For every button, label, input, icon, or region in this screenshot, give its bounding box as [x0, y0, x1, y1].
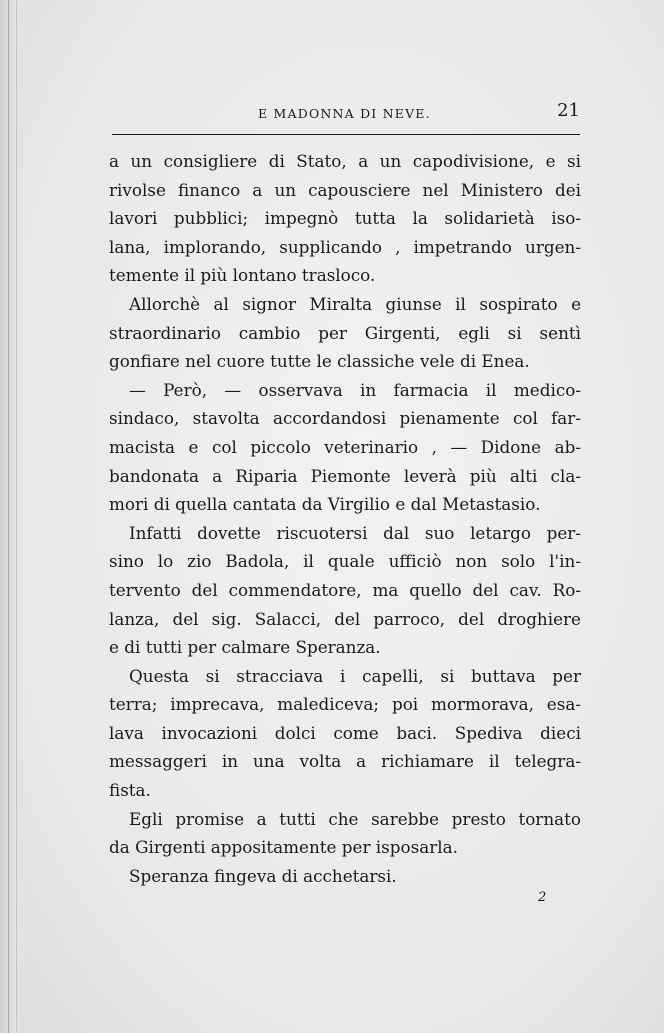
text-line: Egli promise a tutti che sarebbe presto tornato [129, 808, 581, 829]
text-line: rivolse financo a un capousciere nel Ministero dei [109, 179, 581, 200]
header-rule [112, 134, 580, 135]
spine-edge-line-inner [16, 0, 17, 1033]
text-line: e di tutti per calmare Speranza. [109, 637, 381, 658]
page-spine-shadow [0, 0, 26, 1033]
text-line: mori di quella cantata da Virgilio e dal Metastasio. [109, 494, 541, 515]
body-text [109, 147, 581, 890]
spine-edge-line [8, 0, 9, 1033]
text-line: sindaco, stavolta accordandosi pienamente col far- [109, 408, 581, 429]
text-line: Questa si stracciava i capelli, si buttava per [129, 665, 581, 686]
text-line: tervento del commendatore, ma quello del cav. Ro- [109, 579, 581, 600]
signature-mark: 2 [538, 890, 547, 905]
running-title: E MADONNA DI NEVE. [258, 106, 431, 121]
text-line: — Però, — osservava in farmacia il medico- [129, 379, 581, 400]
text-line: messaggeri in una volta a richiamare il telegra- [109, 751, 581, 772]
text-line: lana, implorando, supplicando , impetrando urgen- [109, 236, 581, 257]
text-line: a un consigliere di Stato, a un capodivisione, e si [109, 151, 581, 171]
text-line: macista e col piccolo veterinario , — Didone ab- [109, 436, 581, 457]
page-header [110, 100, 580, 126]
text-line: terra; imprecava, malediceva; poi mormorava, esa- [109, 694, 581, 715]
text-line: Allorchè al signor Miralta giunse il sospirato e [129, 293, 581, 314]
text-line: bandonata a Riparia Piemonte leverà più alti cla- [109, 465, 581, 486]
text-line: Infatti dovette riscuotersi dal suo letargo per- [129, 522, 581, 543]
text-line: lavori pubblici; impegnò tutta la solidarietà iso- [109, 208, 581, 229]
text-line: straordinario cambio per Girgenti, egli si sentì [109, 322, 581, 343]
page-number: 21 [557, 100, 580, 121]
text-line: lanza, del sig. Salacci, del parroco, del droghiere [109, 608, 581, 629]
text-line: lava invocazioni dolci come baci. Spediva dieci [109, 722, 581, 743]
text-line: Speranza fingeva di acchetarsi. [129, 865, 397, 886]
text-line: da Girgenti appositamente per isposarla. [109, 837, 458, 858]
text-line: sino lo zio Badola, il quale ufficiò non solo l'in- [109, 551, 581, 572]
text-line: temente il più lontano trasloco. [109, 265, 376, 286]
text-line: gonfiare nel cuore tutte le classiche vele di Enea. [109, 351, 530, 372]
text-line: fista. [109, 780, 151, 801]
